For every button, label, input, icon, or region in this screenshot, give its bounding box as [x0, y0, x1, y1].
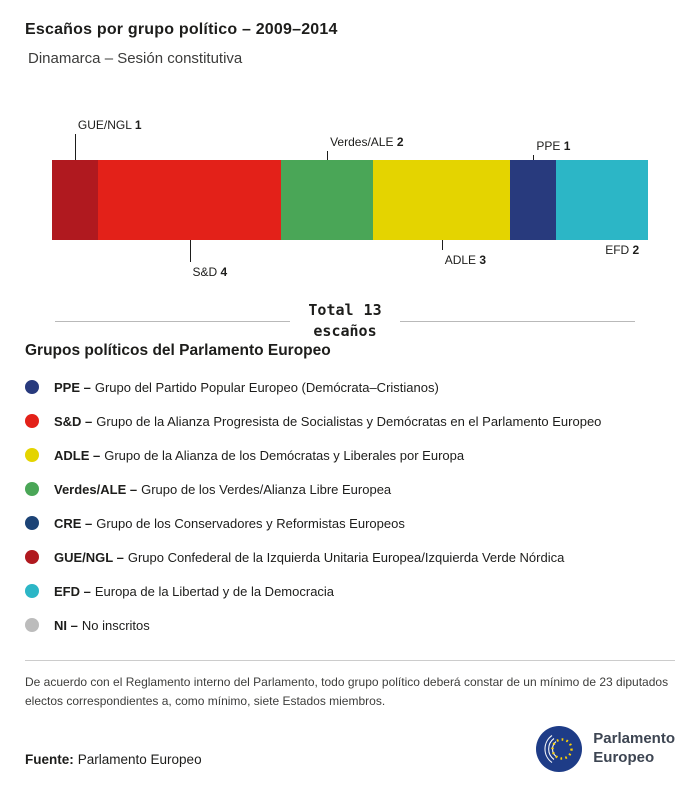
callout-group-name: S&D	[192, 265, 218, 279]
legend-item-text	[54, 516, 405, 531]
source-value: Parlamento Europeo	[77, 752, 202, 767]
callout-group-name: ADLE	[444, 253, 477, 267]
legend-item-text	[54, 414, 601, 429]
ep-logo-line2: Europeo	[593, 749, 655, 766]
callout-line-2	[327, 151, 328, 160]
ep-logo-wordmark	[593, 730, 675, 768]
callout-label-3	[445, 253, 486, 267]
callout-seat-count: 2	[632, 243, 640, 257]
legend-item-3	[25, 472, 687, 506]
ep-logo-line1: Parlamento	[593, 730, 675, 748]
ep-hemicycle-icon	[536, 726, 582, 772]
total-rule-left	[55, 321, 290, 322]
callout-group-name: Verdes/ALE	[330, 135, 394, 149]
legend-item-text	[54, 584, 334, 599]
legend-title: Grupos políticos del Parlamento Europeo	[25, 342, 331, 359]
legend-item-abbr: GUE/NGL –	[54, 549, 124, 565]
legend-item-abbr: PPE –	[54, 379, 91, 395]
legend-item-desc: Grupo de la Alianza de los Demócratas y Liberales por Europa	[104, 447, 465, 463]
callout-label-0	[78, 118, 142, 132]
legend-item-4	[25, 506, 687, 540]
callout-line-3	[442, 240, 443, 250]
legend-item-text	[54, 380, 439, 395]
callout-label-2	[330, 135, 403, 149]
legend-item-desc: Grupo de los Conservadores y Reformistas Europeos	[96, 515, 405, 531]
legend-item-desc: Grupo de la Alianza Progresista de Socialistas y Demócratas en el Parlamento Europeo	[96, 413, 602, 429]
callout-group-name: EFD	[605, 243, 630, 257]
footnote-text: De acuerdo con el Reglamento interno del Parlamento, todo grupo político deberá constar de un mínimo de 23 diputados electos correspondientes a, como mínimo, siete Estados miembros.	[25, 675, 669, 708]
total-word: Total	[308, 301, 354, 319]
legend-color-dot	[25, 482, 39, 496]
callout-label-4	[536, 139, 570, 153]
total-value: 13	[363, 301, 382, 319]
bar-segment-adle	[373, 160, 511, 240]
legend-item-desc: Grupo Confederal de la Izquierda Unitaria Europea/Izquierda Verde Nórdica	[127, 549, 565, 565]
legend-color-dot	[25, 414, 39, 428]
bar-segment-verdes-ale	[281, 160, 373, 240]
source-label: Fuente:	[25, 752, 74, 767]
total-rule-right	[400, 321, 635, 322]
legend-color-dot	[25, 618, 39, 632]
bar-segment-efd	[556, 160, 648, 240]
legend-item-text	[54, 448, 464, 463]
callout-line-4	[533, 155, 534, 160]
bar-segment-gue-ngl	[52, 160, 98, 240]
source-line	[25, 752, 202, 767]
legend-color-dot	[25, 584, 39, 598]
callout-seat-count: 1	[563, 139, 571, 153]
legend-item-abbr: Verdes/ALE –	[54, 481, 138, 497]
legend-color-dot	[25, 516, 39, 530]
chart-area	[0, 100, 700, 296]
legend-item-7	[25, 608, 687, 642]
legend-item-2	[25, 438, 687, 472]
callout-line-0	[75, 134, 76, 160]
legend-item-6	[25, 574, 687, 608]
callout-label-5	[605, 243, 639, 257]
callout-seat-count: 3	[479, 253, 487, 267]
legend-item-desc: Grupo de los Verdes/Alianza Libre Europea	[141, 481, 392, 497]
callout-group-name: GUE/NGL	[77, 118, 132, 132]
legend-item-text	[54, 550, 564, 565]
total-unit: escaños	[313, 322, 377, 340]
legend-item-desc: Grupo del Partido Popular Europeo (Demócrata–Cristianos)	[94, 379, 439, 395]
callout-line-1	[190, 240, 191, 262]
total-row	[55, 299, 635, 343]
callout-label-1	[193, 265, 228, 279]
legend-item-abbr: NI –	[54, 617, 78, 633]
page-title: Escaños por grupo político – 2009–2014	[25, 21, 338, 38]
legend-item-5	[25, 540, 687, 574]
legend-item-abbr: S&D –	[54, 413, 93, 429]
european-parliament-logo	[536, 726, 675, 772]
legend-item-text	[54, 482, 391, 497]
legend-item-desc: Europa de la Libertad y de la Democracia	[94, 583, 335, 599]
page-subtitle: Dinamarca – Sesión constitutiva	[28, 50, 243, 67]
callout-seat-count: 2	[396, 135, 404, 149]
legend-color-dot	[25, 380, 39, 394]
footnote-divider	[25, 660, 675, 661]
callout-seat-count: 1	[134, 118, 142, 132]
total-label	[290, 300, 399, 342]
stacked-bar	[52, 160, 648, 240]
legend-item-abbr: CRE –	[54, 515, 93, 531]
legend-item-desc: No inscritos	[81, 617, 150, 633]
legend-color-dot	[25, 448, 39, 462]
bar-segment-s-d	[98, 160, 281, 240]
callout-seat-count: 4	[220, 265, 228, 279]
bar-segment-ppe	[510, 160, 556, 240]
legend-list	[25, 370, 687, 642]
legend-item-abbr: ADLE –	[54, 447, 101, 463]
legend-item-text	[54, 618, 150, 633]
legend-color-dot	[25, 550, 39, 564]
callout-group-name: PPE	[536, 139, 561, 153]
legend-item-1	[25, 404, 687, 438]
legend-item-abbr: EFD –	[54, 583, 91, 599]
legend-item-0	[25, 370, 687, 404]
